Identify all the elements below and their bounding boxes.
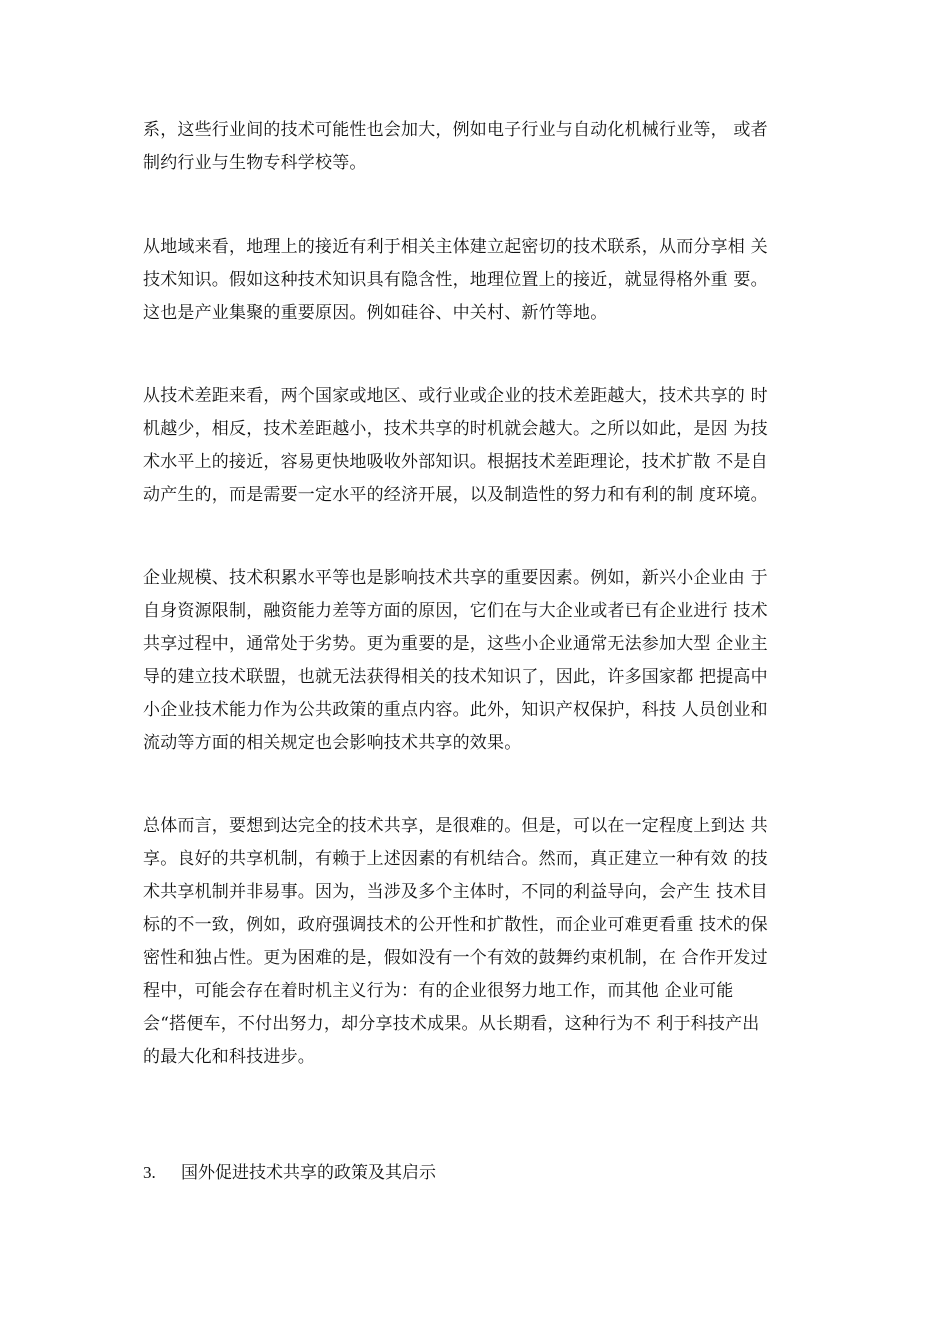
- text-line: 制约行业与生物专科学校等。: [143, 153, 367, 173]
- text-line: 动产生的，而是需要一定水平的经济开展，以及制造性的努力和有利的制 度环境。: [143, 485, 768, 505]
- text-line: 企业规模、技术积累水平等也是影响技术共享的重要因素。例如，新兴小企业由 于: [143, 568, 768, 588]
- paragraph-technology-gap: [143, 380, 823, 512]
- text-line: 的最大化和科技进步。: [143, 1047, 315, 1067]
- text-line: 程中，可能会存在着时机主义行为：有的企业很努力地工作，而其他 企业可能: [143, 981, 734, 1001]
- text-line: 标的不一致，例如，政府强调技术的公开性和扩散性，而企业可难更看重 技术的保: [143, 915, 768, 935]
- paragraph-industry-correlation: [143, 114, 823, 180]
- text-line: 流动等方面的相关规定也会影响技术共享的效果。: [143, 733, 522, 753]
- text-line: 系，这些行业间的技术可能性也会加大，例如电子行业与自动化机械行业等， 或者: [143, 120, 768, 140]
- text-line: 小企业技术能力作为公共政策的重点内容。此外，知识产权保护，科技 人员创业和: [143, 700, 768, 720]
- text-line: 术水平上的接近，容易更快地吸收外部知识。根据技术差距理论，技术扩散 不是自: [143, 452, 768, 472]
- text-line: 共享过程中，通常处于劣势。更为重要的是，这些小企业通常无法参加大型 企业主: [143, 634, 768, 654]
- paragraph-overall-summary: [143, 810, 823, 1074]
- text-line: 导的建立技术联盟，也就无法获得相关的技术知识了，因此，许多国家都 把提高中: [143, 667, 768, 687]
- paragraph-geography: [143, 231, 823, 330]
- text-line: 从技术差距来看，两个国家或地区、或行业或企业的技术差距越大，技术共享的 时: [143, 386, 768, 406]
- section-heading: [143, 1156, 436, 1190]
- text-line: 技术知识。假如这种技术知识具有隐含性，地理位置上的接近，就显得格外重 要。: [143, 270, 768, 290]
- text-line: 术共享机制并非易事。因为，当涉及多个主体时，不同的利益导向，会产生 技术目: [143, 882, 768, 902]
- section-number: 3.: [143, 1163, 156, 1182]
- section-title: 国外促进技术共享的政策及其启示: [181, 1163, 436, 1183]
- paragraph-enterprise-scale: [143, 562, 823, 760]
- text-line: 享。良好的共享机制，有赖于上述因素的有机结合。然而，真正建立一种有效 的技: [143, 849, 768, 869]
- text-line: 从地域来看，地理上的接近有利于相关主体建立起密切的技术联系，从而分享相 关: [143, 237, 768, 257]
- text-line: 这也是产业集聚的重要原因。例如硅谷、中关村、新竹等地。: [143, 303, 608, 323]
- text-line: 机越少，相反，技术差距越小，技术共享的时机就会越大。之所以如此，是因 为技: [143, 419, 768, 439]
- text-line: 自身资源限制，融资能力差等方面的原因，它们在与大企业或者已有企业进行 技术: [143, 601, 768, 621]
- text-line: 会“搭便车，不付出努力，却分享技术成果。从长期看，这种行为不 利于科技产出: [143, 1014, 760, 1034]
- text-line: 密性和独占性。更为困难的是，假如没有一个有效的鼓舞约束机制，在 合作开发过: [143, 948, 768, 968]
- text-line: 总体而言，要想到达完全的技术共享，是很难的。但是，可以在一定程度上到达 共: [143, 816, 768, 836]
